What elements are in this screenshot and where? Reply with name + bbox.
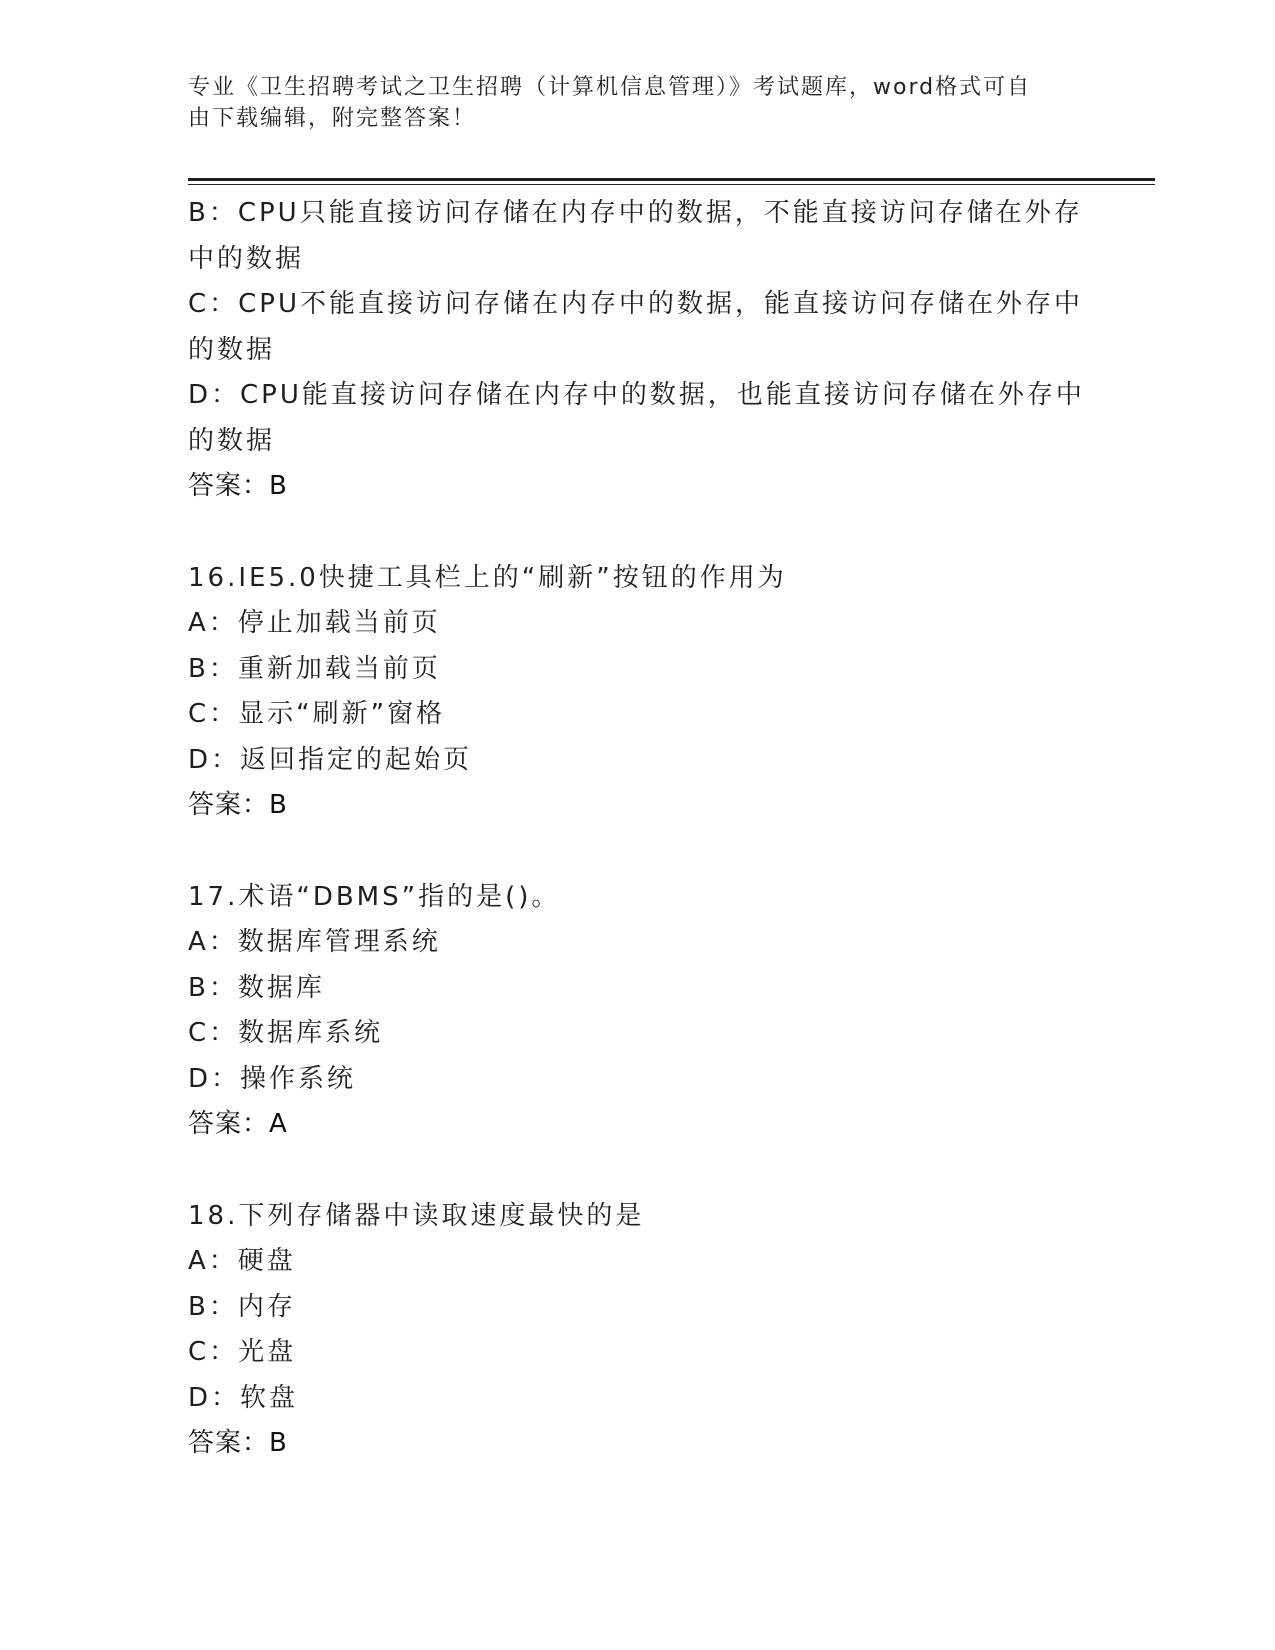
question-stem: 18.下列存储器中读取速度最快的是 bbox=[188, 1200, 645, 1231]
option-c: C：显示“刷新”窗格 bbox=[188, 699, 446, 729]
answer-line: 答案：B bbox=[188, 471, 288, 501]
option-a: A：停止加载当前页 bbox=[188, 608, 441, 638]
question-stem: 16.IE5.0快捷工具栏上的“刷新”按钮的作用为 bbox=[188, 562, 787, 593]
option-b: B：重新加载当前页 bbox=[188, 653, 441, 684]
header-line-2: 由下载编辑，附完整答案！ bbox=[188, 106, 477, 131]
option-c-line-2: 的数据 bbox=[188, 334, 276, 365]
header-divider-thick bbox=[188, 178, 1155, 181]
option-d-line-1: D：CPU能直接访问存储在内存中的数据，也能直接访问存储在外存中 bbox=[188, 380, 1085, 410]
question-stem: 17.术语“DBMS”指的是()。 bbox=[188, 881, 561, 912]
answer-line: 答案：A bbox=[188, 1109, 288, 1139]
prev-question-block bbox=[188, 191, 1088, 510]
document-header bbox=[188, 72, 1068, 134]
option-b: B：内存 bbox=[188, 1291, 296, 1322]
option-d: D：软盘 bbox=[188, 1382, 299, 1413]
option-c: C：数据库系统 bbox=[188, 1018, 384, 1048]
spacer bbox=[188, 829, 1088, 875]
option-a: A：数据库管理系统 bbox=[188, 927, 441, 957]
header-divider-thin bbox=[188, 184, 1155, 185]
spacer bbox=[188, 1148, 1088, 1194]
option-b-line-1: B：CPU只能直接访问存储在内存中的数据，不能直接访问存储在外存 bbox=[188, 198, 1083, 228]
option-c: C：光盘 bbox=[188, 1337, 297, 1367]
option-a: A：硬盘 bbox=[188, 1246, 296, 1276]
header-line-1: 专业《卫生招聘考试之卫生招聘（计算机信息管理）》考试题库，word格式可自 bbox=[188, 75, 1032, 100]
option-c-line-1: C：CPU不能直接访问存储在内存中的数据，能直接访问存储在外存中 bbox=[188, 289, 1084, 319]
option-d-line-2: 的数据 bbox=[188, 425, 276, 456]
option-d: D：返回指定的起始页 bbox=[188, 744, 473, 775]
option-b-line-2: 中的数据 bbox=[188, 243, 305, 274]
question-17 bbox=[188, 875, 1088, 1148]
question-18 bbox=[188, 1194, 1088, 1467]
answer-line: 答案：B bbox=[188, 790, 288, 820]
option-d: D：操作系统 bbox=[188, 1063, 357, 1094]
question-16 bbox=[188, 556, 1088, 829]
question-list bbox=[188, 191, 1088, 1467]
spacer bbox=[188, 510, 1088, 556]
option-b: B：数据库 bbox=[188, 972, 325, 1003]
answer-line: 答案：B bbox=[188, 1428, 288, 1458]
